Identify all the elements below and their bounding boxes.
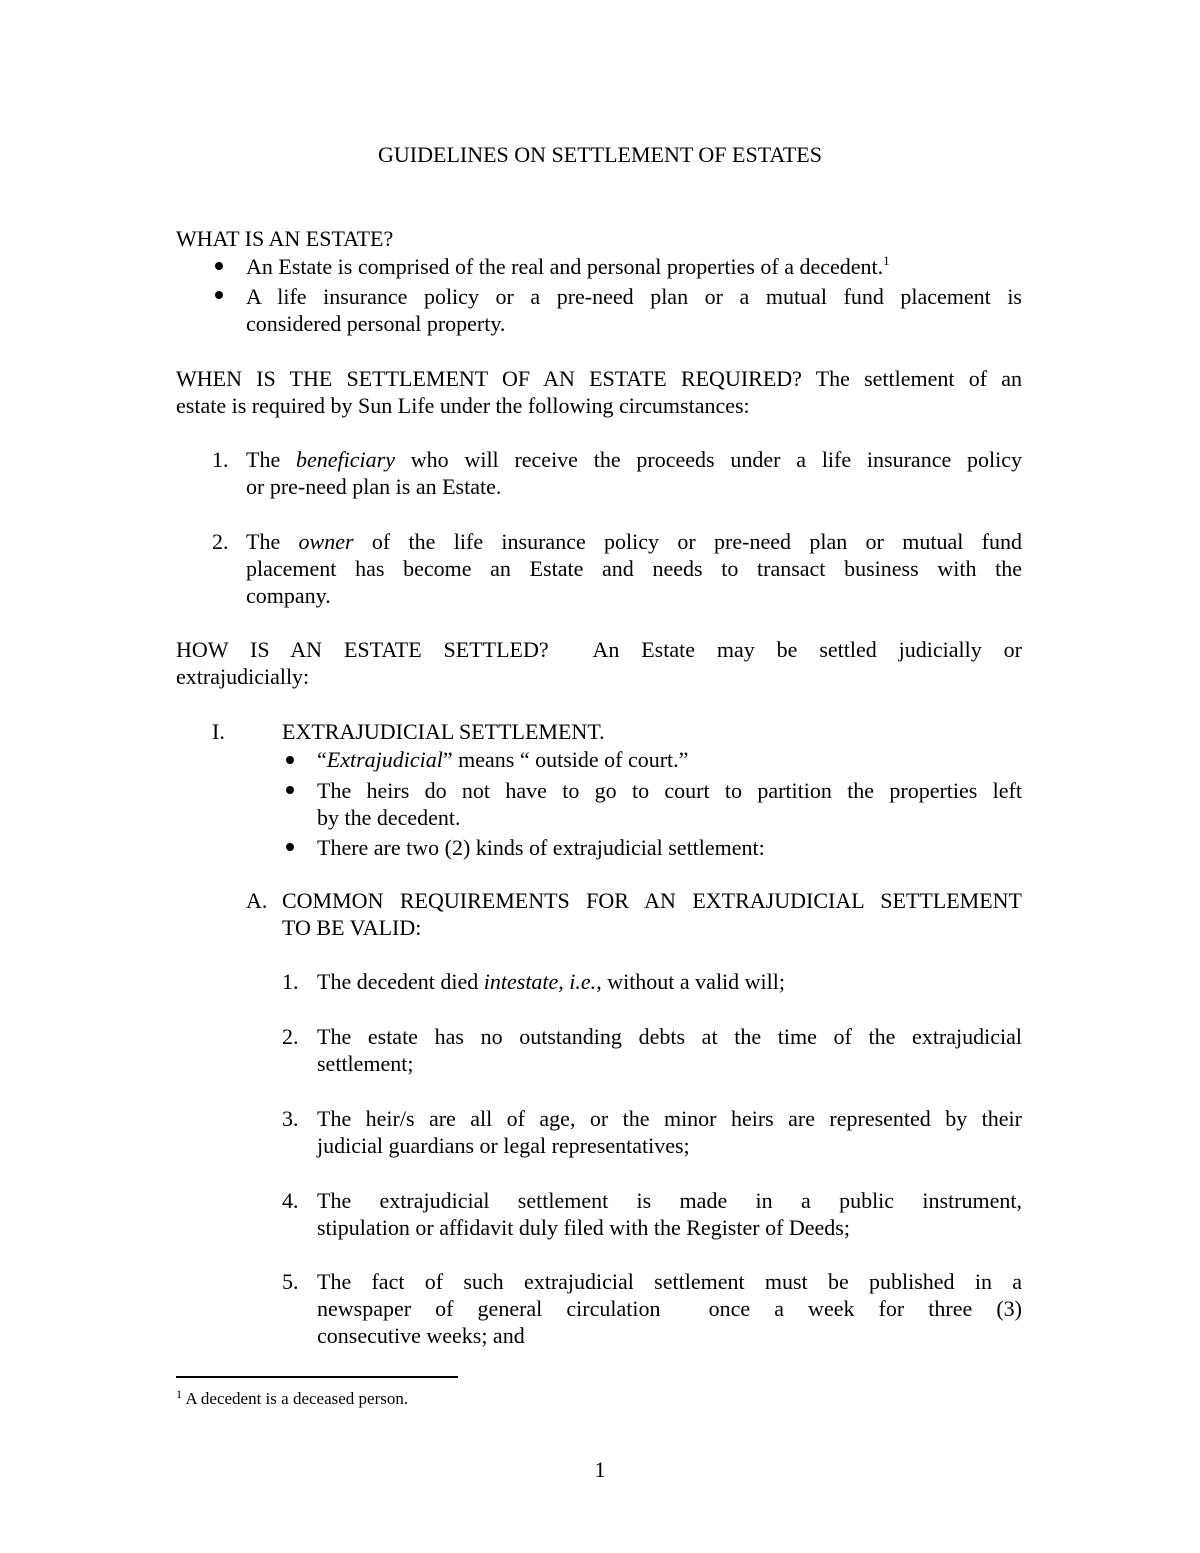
when-item-1-line2: or pre-need plan is an Estate. xyxy=(246,474,502,499)
requirement-5-line2: newspaper of general circulation once a week for three (3) xyxy=(317,1296,1022,1321)
requirement-4-line2: stipulation or affidavit duly filed with the Register of Deeds; xyxy=(317,1215,850,1240)
bullet-icon xyxy=(215,262,223,270)
when-item-2-line2: placement has become an Estate and needs to transact business with the xyxy=(246,556,1022,581)
section-a-letter: A. xyxy=(246,888,268,913)
bullet-icon xyxy=(215,291,223,299)
section-1-number: I. xyxy=(212,719,225,744)
when-paragraph-line1 xyxy=(176,365,1022,392)
how-paragraph-line1 xyxy=(176,636,1022,663)
requirement-3-line2: judicial guardians or legal representatives; xyxy=(317,1133,690,1158)
footnote-reference: 1 xyxy=(883,253,890,268)
requirement-5-number: 5. xyxy=(282,1269,299,1294)
when-item-1-line1: The beneficiary who will receive the proceeds under a life insurance policy xyxy=(246,447,1023,472)
bullet-icon xyxy=(286,756,294,764)
requirement-3-line1: The heir/s are all of age, or the minor heirs are represented by their xyxy=(317,1106,1022,1131)
section-a-heading-line1: COMMON REQUIREMENTS FOR AN EXTRAJUDICIAL SETTLEMENT xyxy=(282,888,1022,913)
when-item-2-line3: company. xyxy=(246,583,331,608)
how-text-line1: An Estate may be settled judicially or xyxy=(592,637,1022,662)
page-number: 1 xyxy=(594,1457,606,1482)
when-item-1 xyxy=(246,446,1022,500)
requirement-2 xyxy=(317,1023,1022,1077)
footnote xyxy=(176,1388,408,1410)
requirement-4 xyxy=(317,1187,1022,1241)
requirement-3 xyxy=(317,1105,1022,1159)
document-title: GUIDELINES ON SETTLEMENT OF ESTATES xyxy=(378,142,822,167)
section-1-bullet-2-line2: by the decedent. xyxy=(317,805,461,830)
bullet-icon xyxy=(286,786,294,794)
when-text-line1: The settlement of an xyxy=(815,366,1022,391)
requirement-4-line1: The extrajudicial settlement is made in a public instrument, xyxy=(317,1188,1022,1213)
footnote-text: A decedent is a deceased person. xyxy=(185,1389,409,1408)
requirement-5-line3: consecutive weeks; and xyxy=(317,1323,525,1348)
term-owner: owner xyxy=(298,529,354,554)
requirement-2-line1: The estate has no outstanding debts at the time of the extrajudicial xyxy=(317,1024,1022,1049)
section-1-heading: EXTRAJUDICIAL SETTLEMENT. xyxy=(282,719,605,744)
term-intestate: intestate, i.e. xyxy=(483,969,597,994)
what-bullet-2-line2: considered personal property. xyxy=(246,311,506,336)
requirement-2-line2: settlement; xyxy=(317,1051,414,1076)
section-a-heading-line2: TO BE VALID: xyxy=(282,915,422,940)
what-bullet-1 xyxy=(246,253,1026,280)
when-paragraph xyxy=(176,365,1022,419)
footnote-mark: 1 xyxy=(176,1387,182,1401)
section-1-bullet-3: There are two (2) kinds of extrajudicial settlement: xyxy=(317,835,765,860)
requirement-5 xyxy=(317,1268,1022,1349)
when-item-1-number: 1. xyxy=(212,447,229,472)
section-1-bullet-1: “Extrajudicial” means “ outside of court.” xyxy=(317,747,689,772)
what-bullet-2 xyxy=(246,283,1022,337)
what-bullet-2-line1: A life insurance policy or a pre-need plan or a mutual fund placement is xyxy=(246,284,1022,309)
requirement-1-number: 1. xyxy=(282,969,299,994)
requirement-1: The decedent died intestate, i.e., without a valid will; xyxy=(317,969,786,994)
requirement-5-line1: The fact of such extrajudicial settlement must be published in a xyxy=(317,1269,1022,1294)
requirement-4-number: 4. xyxy=(282,1188,299,1213)
section-1-bullet-2 xyxy=(317,777,1022,831)
heading-what-is-an-estate: WHAT IS AN ESTATE? xyxy=(176,226,394,251)
what-bullet-1-text: An Estate is comprised of the real and personal properties of a decedent. xyxy=(246,254,884,279)
requirement-3-number: 3. xyxy=(282,1106,299,1131)
how-text-line2: extrajudicially: xyxy=(176,664,310,689)
bullet-icon xyxy=(286,843,294,851)
when-item-2-number: 2. xyxy=(212,529,229,554)
when-text-line2: estate is required by Sun Life under the following circumstances: xyxy=(176,393,750,418)
when-item-2 xyxy=(246,528,1022,609)
footnote-separator xyxy=(176,1376,458,1378)
term-beneficiary: beneficiary xyxy=(296,447,395,472)
section-1-bullet-2-line1: The heirs do not have to go to court to partition the properties left xyxy=(317,778,1022,803)
when-item-2-line1: The owner of the life insurance policy or pre-need plan or mutual fund xyxy=(246,529,1022,554)
requirement-2-number: 2. xyxy=(282,1024,299,1049)
heading-when-required: WHEN IS THE SETTLEMENT OF AN ESTATE REQUIRED? xyxy=(176,366,802,391)
heading-how-settled: HOW IS AN ESTATE SETTLED? xyxy=(176,637,549,662)
how-paragraph xyxy=(176,636,1022,690)
section-a-heading xyxy=(282,887,1022,941)
term-extrajudicial: Extrajudicial xyxy=(326,747,443,772)
